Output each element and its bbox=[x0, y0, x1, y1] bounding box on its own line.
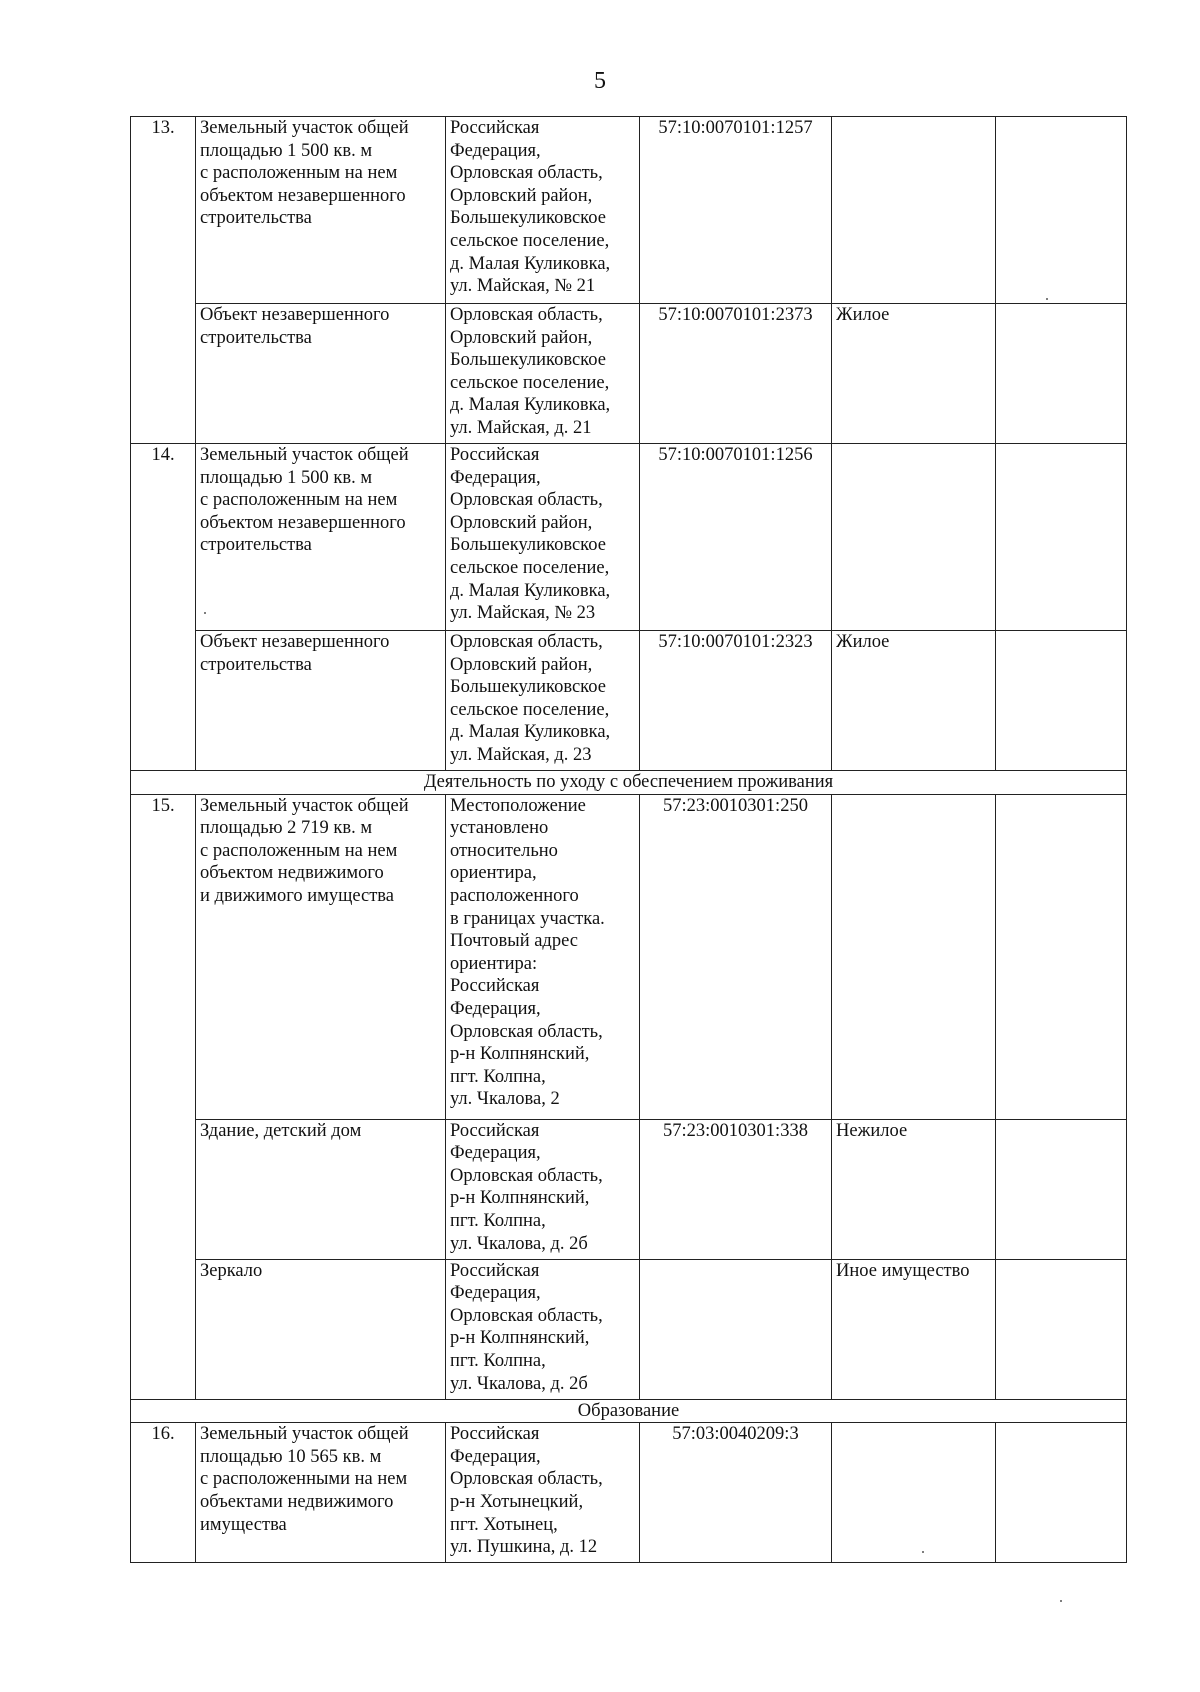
extra-cell bbox=[996, 794, 1127, 1119]
property-table bbox=[130, 116, 1127, 1563]
extra-cell bbox=[996, 631, 1127, 771]
table-row bbox=[131, 794, 1127, 1119]
object-name: Объект незавершенного строительства bbox=[196, 631, 446, 771]
object-name: Земельный участок общей площадью 1 500 кв. м с расположенным на нем объектом незавершенного строительства bbox=[196, 444, 446, 631]
scan-speck bbox=[1060, 1600, 1062, 1602]
object-name: Зеркало bbox=[196, 1259, 446, 1399]
object-purpose: Жилое bbox=[832, 304, 996, 444]
cadastral-number: 57:23:0010301:338 bbox=[640, 1119, 832, 1259]
extra-cell bbox=[996, 1423, 1127, 1563]
row-number: 14. bbox=[131, 444, 196, 771]
table-row bbox=[131, 304, 1127, 444]
object-address: Российская Федерация, Орловская область, р-н Колпнянский, пгт. Колпна, ул. Чкалова, д. 2б bbox=[446, 1119, 640, 1259]
cadastral-number: 57:10:0070101:1256 bbox=[640, 444, 832, 631]
extra-cell bbox=[996, 1119, 1127, 1259]
scan-speck bbox=[1046, 298, 1048, 300]
row-number: 13. bbox=[131, 117, 196, 444]
object-address: Российская Федерация, Орловская область, Орловский район, Большекуликовское сельское поселение, д. Малая Куликовка, ул. Майская, № 23 bbox=[446, 444, 640, 631]
cadastral-number: 57:10:0070101:2323 bbox=[640, 631, 832, 771]
object-name: Земельный участок общей площадью 2 719 кв. м с расположенным на нем объектом недвижимого и движимого имущества bbox=[196, 794, 446, 1119]
object-address: Российская Федерация, Орловская область, р-н Колпнянский, пгт. Колпна, ул. Чкалова, д. 2б bbox=[446, 1259, 640, 1399]
section-title: Деятельность по уходу с обеспечением проживания bbox=[131, 771, 1127, 795]
scan-speck bbox=[204, 612, 206, 614]
table-row bbox=[131, 1259, 1127, 1399]
extra-cell bbox=[996, 117, 1127, 304]
object-purpose bbox=[832, 794, 996, 1119]
extra-cell bbox=[996, 444, 1127, 631]
object-purpose: Жилое bbox=[832, 631, 996, 771]
object-address: Российская Федерация, Орловская область, р-н Хотынецкий, пгт. Хотынец, ул. Пушкина, д. 12 bbox=[446, 1423, 640, 1563]
object-name: Земельный участок общей площадью 10 565 кв. м с расположенными на нем объектами недвижимого имущества bbox=[196, 1423, 446, 1563]
extra-cell bbox=[996, 304, 1127, 444]
object-address: Орловская область, Орловский район, Большекуликовское сельское поселение, д. Малая Куликовка, ул. Майская, д. 23 bbox=[446, 631, 640, 771]
extra-cell bbox=[996, 1259, 1127, 1399]
table-row bbox=[131, 1423, 1127, 1563]
page-number: 5 bbox=[594, 68, 606, 94]
cadastral-number bbox=[640, 1259, 832, 1399]
object-purpose: Нежилое bbox=[832, 1119, 996, 1259]
object-address: Орловская область, Орловский район, Большекуликовское сельское поселение, д. Малая Куликовка, ул. Майская, д. 21 bbox=[446, 304, 640, 444]
cadastral-number: 57:23:0010301:250 bbox=[640, 794, 832, 1119]
object-address: Местоположение установлено относительно ориентира, расположенного в границах участка. Почтовый адрес ориентира: Российская Федерация, Орловская область, р-н Колпнянский, пгт. Колпна, ул. Чкалова, 2 bbox=[446, 794, 640, 1119]
object-name: Земельный участок общей площадью 1 500 кв. м с расположенным на нем объектом незавершенного строительства bbox=[196, 117, 446, 304]
row-number: 15. bbox=[131, 794, 196, 1399]
section-row bbox=[131, 771, 1127, 795]
scan-speck bbox=[922, 1551, 924, 1553]
object-purpose: Иное имущество bbox=[832, 1259, 996, 1399]
table-row bbox=[131, 631, 1127, 771]
object-address: Российская Федерация, Орловская область, Орловский район, Большекуликовское сельское поселение, д. Малая Куликовка, ул. Майская, № 21 bbox=[446, 117, 640, 304]
row-number: 16. bbox=[131, 1423, 196, 1563]
object-name: Здание, детский дом bbox=[196, 1119, 446, 1259]
table-row bbox=[131, 1119, 1127, 1259]
cadastral-number: 57:10:0070101:1257 bbox=[640, 117, 832, 304]
table-row bbox=[131, 444, 1127, 631]
table-row bbox=[131, 117, 1127, 304]
object-purpose bbox=[832, 117, 996, 304]
section-row bbox=[131, 1399, 1127, 1423]
object-purpose bbox=[832, 444, 996, 631]
section-title: Образование bbox=[131, 1399, 1127, 1423]
cadastral-number: 57:10:0070101:2373 bbox=[640, 304, 832, 444]
object-purpose bbox=[832, 1423, 996, 1563]
cadastral-number: 57:03:0040209:3 bbox=[640, 1423, 832, 1563]
object-name: Объект незавершенного строительства bbox=[196, 304, 446, 444]
